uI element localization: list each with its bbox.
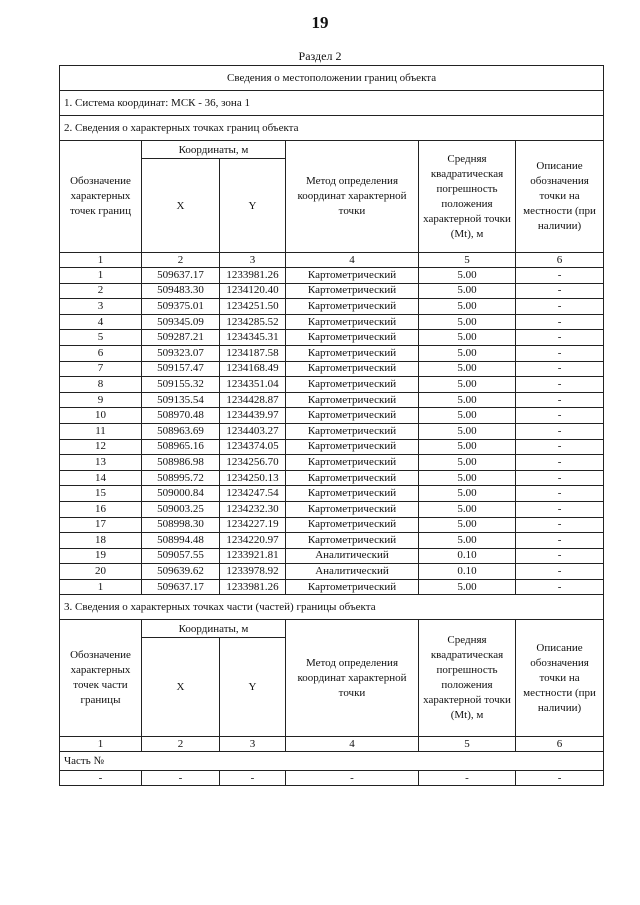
cell-col-4: Картометрический: [286, 533, 419, 549]
cell-col-1: 16: [60, 501, 142, 517]
section3-title: 3. Сведения о характерных точках части (частей) границы объекта: [60, 595, 604, 620]
cell-col-5: 0.10: [419, 564, 516, 580]
header-part-y: Y: [220, 638, 286, 737]
cell-col-1: 8: [60, 377, 142, 393]
header-part-description: Описание обозначения точки на местности (при наличии): [516, 620, 604, 737]
table-row: [60, 377, 604, 393]
cell-col-1: 12: [60, 439, 142, 455]
cell-col-4: Картометрический: [286, 517, 419, 533]
cell-col-3: 1234374.05: [220, 439, 286, 455]
cell-col-5: 5.00: [419, 268, 516, 284]
cell-col-5: 5.00: [419, 345, 516, 361]
cell-col-6: -: [516, 548, 604, 564]
cell-col-6: -: [516, 283, 604, 299]
cell-col-6: -: [516, 268, 604, 284]
cell-col-3: 1234285.52: [220, 314, 286, 330]
table-row: [60, 455, 604, 471]
part-cell-col-4: -: [286, 771, 419, 786]
cell-col-4: Картометрический: [286, 470, 419, 486]
cell-col-5: 0.10: [419, 548, 516, 564]
cell-col-1: 15: [60, 486, 142, 502]
cell-col-4: Картометрический: [286, 314, 419, 330]
cell-col-3: 1234168.49: [220, 361, 286, 377]
header-part-accuracy: Средняя квадратическая погрешность положения характерной точки (Mt), м: [419, 620, 516, 737]
table-row: [60, 314, 604, 330]
cell-col-3: 1234232.30: [220, 501, 286, 517]
cell-col-2: 509287.21: [142, 330, 220, 346]
cell-col-2: 509157.47: [142, 361, 220, 377]
cell-col-5: 5.00: [419, 392, 516, 408]
header-part-points: Обозначение характерных точек части границы: [60, 620, 142, 737]
table-row: [60, 533, 604, 549]
cell-col-4: Картометрический: [286, 299, 419, 315]
cell-col-2: 509483.30: [142, 283, 220, 299]
cell-col-3: 1234250.13: [220, 470, 286, 486]
cell-col-6: -: [516, 408, 604, 424]
cell-col-2: 509345.09: [142, 314, 220, 330]
column-number-col-4: 4: [286, 253, 419, 268]
cell-col-6: -: [516, 486, 604, 502]
cell-col-6: -: [516, 564, 604, 580]
cell-col-2: 509375.01: [142, 299, 220, 315]
header-points: Обозначение характерных точек границ: [60, 141, 142, 253]
section2-title: 2. Сведения о характерных точках границ объекта: [60, 116, 604, 141]
column-number-col-2: 2: [142, 737, 220, 752]
cell-col-1: 1: [60, 579, 142, 595]
cell-col-6: -: [516, 470, 604, 486]
table-row: [60, 548, 604, 564]
table-title: Сведения о местоположении границ объекта: [60, 66, 604, 91]
cell-col-6: -: [516, 533, 604, 549]
cell-col-3: 1234247.54: [220, 486, 286, 502]
cell-col-2: 509637.17: [142, 268, 220, 284]
cell-col-6: -: [516, 392, 604, 408]
cell-col-2: 508995.72: [142, 470, 220, 486]
part-cell-col-1: -: [60, 771, 142, 786]
cell-col-3: 1233981.26: [220, 268, 286, 284]
coordinate-system: 1. Система координат: МСК - 36, зона 1: [60, 91, 604, 116]
cell-col-1: 18: [60, 533, 142, 549]
cell-col-5: 5.00: [419, 533, 516, 549]
cell-col-3: 1234439.97: [220, 408, 286, 424]
cell-col-1: 19: [60, 548, 142, 564]
cell-col-5: 5.00: [419, 470, 516, 486]
cell-col-1: 2: [60, 283, 142, 299]
cell-col-6: -: [516, 299, 604, 315]
cell-col-2: 509639.62: [142, 564, 220, 580]
cell-col-6: -: [516, 579, 604, 595]
header-x: X: [142, 159, 220, 253]
cell-col-6: -: [516, 439, 604, 455]
column-number-col-2: 2: [142, 253, 220, 268]
header-part-coords: Координаты, м: [142, 620, 286, 638]
header-accuracy: Средняя квадратическая погрешность положения характерной точки (Mt), м: [419, 141, 516, 253]
cell-col-3: 1234120.40: [220, 283, 286, 299]
cell-col-2: 508965.16: [142, 439, 220, 455]
header-part-method: Метод определения координат характерной точки: [286, 620, 419, 737]
cell-col-2: 509323.07: [142, 345, 220, 361]
part-cell-col-5: -: [419, 771, 516, 786]
cell-col-4: Картометрический: [286, 423, 419, 439]
cell-col-4: Картометрический: [286, 345, 419, 361]
column-number-col-5: 5: [419, 737, 516, 752]
cell-col-4: Картометрический: [286, 408, 419, 424]
cell-col-3: 1234256.70: [220, 455, 286, 471]
cell-col-6: -: [516, 501, 604, 517]
cell-col-6: -: [516, 455, 604, 471]
cell-col-1: 13: [60, 455, 142, 471]
table-row: [60, 299, 604, 315]
cell-col-4: Аналитический: [286, 548, 419, 564]
cell-col-6: -: [516, 314, 604, 330]
table-row: [60, 392, 604, 408]
table-row: [60, 486, 604, 502]
cell-col-5: 5.00: [419, 299, 516, 315]
cell-col-5: 5.00: [419, 314, 516, 330]
part-row: [60, 771, 604, 786]
table-row: [60, 517, 604, 533]
table-row: [60, 330, 604, 346]
cell-col-4: Картометрический: [286, 486, 419, 502]
cell-col-4: Картометрический: [286, 501, 419, 517]
cell-col-1: 11: [60, 423, 142, 439]
cell-col-3: 1233921.81: [220, 548, 286, 564]
cell-col-6: -: [516, 423, 604, 439]
cell-col-3: 1234227.19: [220, 517, 286, 533]
cell-col-1: 3: [60, 299, 142, 315]
cell-col-1: 6: [60, 345, 142, 361]
column-number-col-6: 6: [516, 737, 604, 752]
header-coords: Координаты, м: [142, 141, 286, 159]
cell-col-3: 1234403.27: [220, 423, 286, 439]
part-cell-col-2: -: [142, 771, 220, 786]
table-row: [60, 283, 604, 299]
cell-col-5: 5.00: [419, 439, 516, 455]
column-number-col-3: 3: [220, 737, 286, 752]
cell-col-1: 4: [60, 314, 142, 330]
cell-col-1: 14: [60, 470, 142, 486]
section-label: Раздел 2: [298, 49, 342, 63]
cell-col-2: 509000.84: [142, 486, 220, 502]
cell-col-4: Аналитический: [286, 564, 419, 580]
cell-col-6: -: [516, 377, 604, 393]
cell-col-5: 5.00: [419, 486, 516, 502]
cell-col-3: 1234220.97: [220, 533, 286, 549]
cell-col-3: 1234187.58: [220, 345, 286, 361]
cell-col-4: Картометрический: [286, 439, 419, 455]
cell-col-2: 508986.98: [142, 455, 220, 471]
cell-col-6: -: [516, 330, 604, 346]
cell-col-4: Картометрический: [286, 330, 419, 346]
table-row: [60, 501, 604, 517]
cell-col-5: 5.00: [419, 517, 516, 533]
cell-col-2: 509003.25: [142, 501, 220, 517]
cell-col-5: 5.00: [419, 579, 516, 595]
cell-col-5: 5.00: [419, 408, 516, 424]
cell-col-5: 5.00: [419, 455, 516, 471]
header-description: Описание обозначения точки на местности (при наличии): [516, 141, 604, 253]
table-row: [60, 470, 604, 486]
cell-col-1: 17: [60, 517, 142, 533]
cell-col-3: 1234345.31: [220, 330, 286, 346]
column-numbers-row: [60, 737, 604, 752]
cell-col-4: Картометрический: [286, 392, 419, 408]
table-row: [60, 268, 604, 284]
cell-col-1: 1: [60, 268, 142, 284]
column-number-col-1: 1: [60, 737, 142, 752]
cell-col-4: Картометрический: [286, 377, 419, 393]
table-row: [60, 564, 604, 580]
cell-col-5: 5.00: [419, 361, 516, 377]
boundary-table: [59, 65, 604, 786]
page-number: 19: [311, 13, 329, 32]
table-row: [60, 579, 604, 595]
column-numbers-row: [60, 253, 604, 268]
cell-col-6: -: [516, 517, 604, 533]
cell-col-5: 5.00: [419, 423, 516, 439]
cell-col-4: Картометрический: [286, 361, 419, 377]
part-cell-col-3: -: [220, 771, 286, 786]
table-row: [60, 439, 604, 455]
cell-col-1: 10: [60, 408, 142, 424]
cell-col-4: Картометрический: [286, 579, 419, 595]
header-part-x: X: [142, 638, 220, 737]
cell-col-1: 7: [60, 361, 142, 377]
cell-col-4: Картометрический: [286, 455, 419, 471]
cell-col-2: 508963.69: [142, 423, 220, 439]
cell-col-4: Картометрический: [286, 283, 419, 299]
cell-col-5: 5.00: [419, 330, 516, 346]
column-number-col-4: 4: [286, 737, 419, 752]
cell-col-1: 20: [60, 564, 142, 580]
column-number-col-1: 1: [60, 253, 142, 268]
cell-col-4: Картометрический: [286, 268, 419, 284]
header-method: Метод определения координат характерной точки: [286, 141, 419, 253]
cell-col-2: 509155.32: [142, 377, 220, 393]
cell-col-2: 509637.17: [142, 579, 220, 595]
header-y: Y: [220, 159, 286, 253]
cell-col-2: 508970.48: [142, 408, 220, 424]
column-number-col-6: 6: [516, 253, 604, 268]
cell-col-3: 1234428.87: [220, 392, 286, 408]
cell-col-2: 508994.48: [142, 533, 220, 549]
table-row: [60, 423, 604, 439]
table-row: [60, 361, 604, 377]
table-row: [60, 345, 604, 361]
part-label: Часть №: [60, 752, 604, 771]
column-number-col-3: 3: [220, 253, 286, 268]
table-row: [60, 408, 604, 424]
cell-col-5: 5.00: [419, 377, 516, 393]
cell-col-6: -: [516, 345, 604, 361]
cell-col-3: 1233978.92: [220, 564, 286, 580]
cell-col-5: 5.00: [419, 501, 516, 517]
cell-col-5: 5.00: [419, 283, 516, 299]
part-cell-col-6: -: [516, 771, 604, 786]
cell-col-6: -: [516, 361, 604, 377]
cell-col-3: 1234251.50: [220, 299, 286, 315]
cell-col-1: 9: [60, 392, 142, 408]
cell-col-3: 1234351.04: [220, 377, 286, 393]
cell-col-2: 509135.54: [142, 392, 220, 408]
column-number-col-5: 5: [419, 253, 516, 268]
cell-col-2: 509057.55: [142, 548, 220, 564]
cell-col-2: 508998.30: [142, 517, 220, 533]
cell-col-1: 5: [60, 330, 142, 346]
cell-col-3: 1233981.26: [220, 579, 286, 595]
